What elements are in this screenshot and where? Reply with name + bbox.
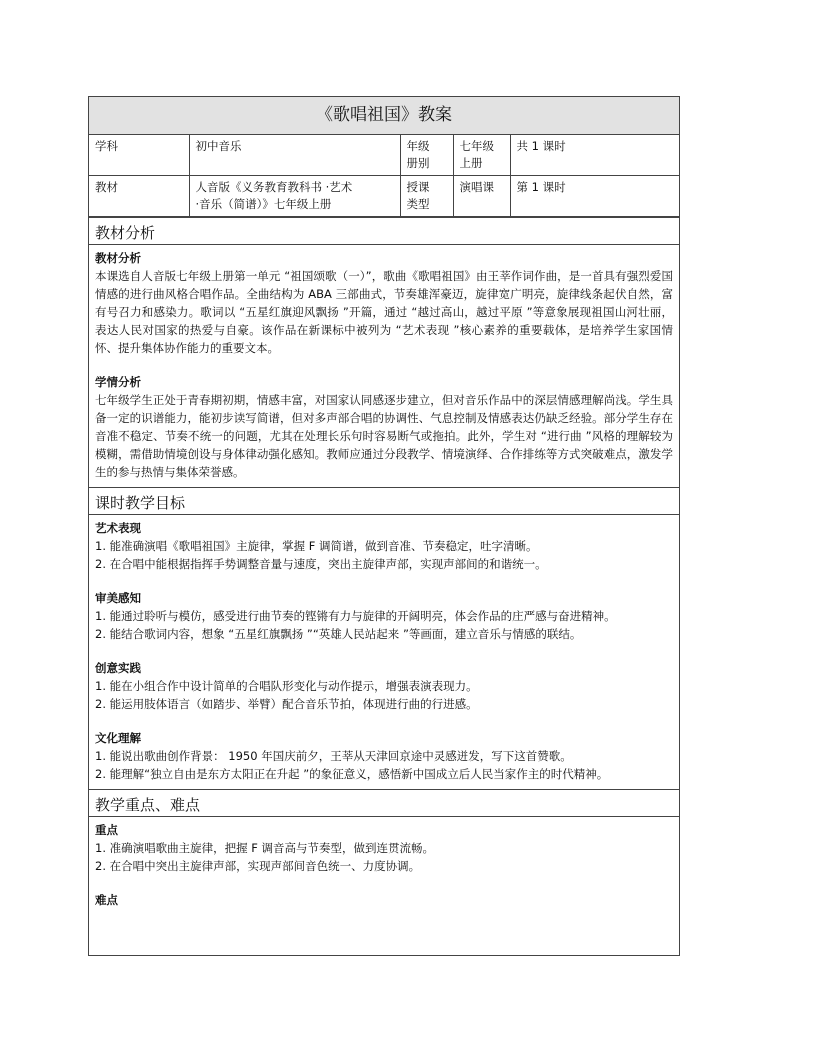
goal-item: 2. 能运用肢体语言（如踏步、举臂）配合音乐节拍，体现进行曲的行进感。 [95, 697, 478, 711]
goal-item: 2. 在合唱中能根据指挥手势调整音量与速度，突出主旋律声部，实现声部间的和谐统一。 [95, 557, 547, 571]
subheading-key: 重点 [95, 823, 118, 837]
section-heading-keypoints: 教学重点、难点 [89, 789, 679, 817]
lesson-plan-sheet [88, 96, 680, 956]
goal-group-title: 审美感知 [95, 591, 141, 605]
lesson-number: 第 1 课时 [510, 176, 679, 217]
key-item: 1. 准确演唱歌曲主旋律，把握 F 调音高与节奏型，做到连贯流畅。 [95, 841, 435, 855]
goal-group-title: 创意实践 [95, 661, 141, 675]
lesson-type-value: 演唱课 [453, 176, 510, 217]
section-heading-goals: 课时教学目标 [89, 487, 679, 515]
section-body-keypoints [89, 817, 679, 915]
goal-group-title: 文化理解 [95, 731, 141, 745]
grade-label: 年级 册别 [400, 135, 453, 176]
goal-item: 2. 能结合歌词内容，想象 “五星红旗飘扬 ”“英雄人民站起来 ”等画面，建立音乐与情感的联结。 [95, 627, 582, 641]
total-hours: 共 1 课时 [510, 135, 679, 176]
subheading-students: 学情分析 [95, 375, 141, 389]
goal-item: 1. 能说出歌曲创作背景： 1950 年国庆前夕，王莘从天津回京途中灵感迸发，写下这首赞歌。 [95, 749, 572, 763]
goal-item: 1. 能在小组合作中设计简单的合唱队形变化与动作提示，增强表演表现力。 [95, 679, 478, 693]
textbook-value: 人音版《义务教育教科书 ·艺术 ·音乐（简谱）》七年级上册 [189, 176, 400, 217]
paragraph-material: 本课选自人音版七年级上册第一单元 “祖国颂歌（一）”，歌曲《歌唱祖国》由王莘作词作曲，是一首具有强烈爱国情感的进行曲风格合唱作品。全曲结构为 ABA 三部曲式，节奏雄浑豪迈，旋律宽广明亮，旋律线条起伏自然，富有号召力和感染力。歌词以 “五星红旗迎风飘扬 ”开篇，通过 “越过高山，越过平原 ”等意象展现祖国山河壮丽，表达人民对国家的热爱与自豪。该作品在新课标中被列为 “艺术表现 ”核心素养的重要载体，是培养学生家国情怀、提升集体协作能力的重要文本。 [95, 269, 673, 355]
subject-value: 初中音乐 [189, 135, 400, 176]
section-body-analysis [89, 245, 679, 487]
goal-item: 1. 能准确演唱《歌唱祖国》主旋律，掌握 F 调简谱，做到音准、节奏稳定，吐字清晰。 [95, 539, 538, 553]
document-title: 《歌唱祖国》教案 [89, 97, 679, 135]
subheading-material: 教材分析 [95, 251, 141, 265]
info-row [89, 135, 679, 176]
subject-label: 学科 [89, 135, 189, 176]
key-item: 2. 在合唱中突出主旋律声部，实现声部间音色统一、力度协调。 [95, 859, 421, 873]
course-info-table [89, 135, 679, 217]
goal-item: 2. 能理解“独立自由是东方太阳正在升起 ”的象征意义，感悟新中国成立后人民当家作主的时代精神。 [95, 767, 609, 781]
textbook-label: 教材 [89, 176, 189, 217]
section-heading-analysis: 教材分析 [89, 217, 679, 245]
lesson-type-label: 授课 类型 [400, 176, 453, 217]
grade-value: 七年级 上册 [453, 135, 510, 176]
goal-group-title: 艺术表现 [95, 521, 141, 535]
paragraph-students: 七年级学生正处于青春期初期，情感丰富，对国家认同感逐步建立，但对音乐作品中的深层情感理解尚浅。学生具备一定的识谱能力，能初步读写简谱，但对多声部合唱的协调性、气息控制及情感表达仍缺乏经验。部分学生存在音准不稳定、节奏不统一的问题，尤其在处理长乐句时容易断气或拖拍。此外，学生对 “进行曲 ”风格的理解较为模糊，需借助情境创设与身体律动强化感知。教师应通过分段教学、情境演绎、合作排练等方式突破难点，激发学生的参与热情与集体荣誉感。 [95, 393, 673, 479]
info-row [89, 176, 679, 217]
section-body-goals [89, 515, 679, 789]
subheading-difficulty: 难点 [95, 893, 118, 907]
goal-item: 1. 能通过聆听与模仿，感受进行曲节奏的铿锵有力与旋律的开阔明亮，体会作品的庄严感与奋进精神。 [95, 609, 616, 623]
